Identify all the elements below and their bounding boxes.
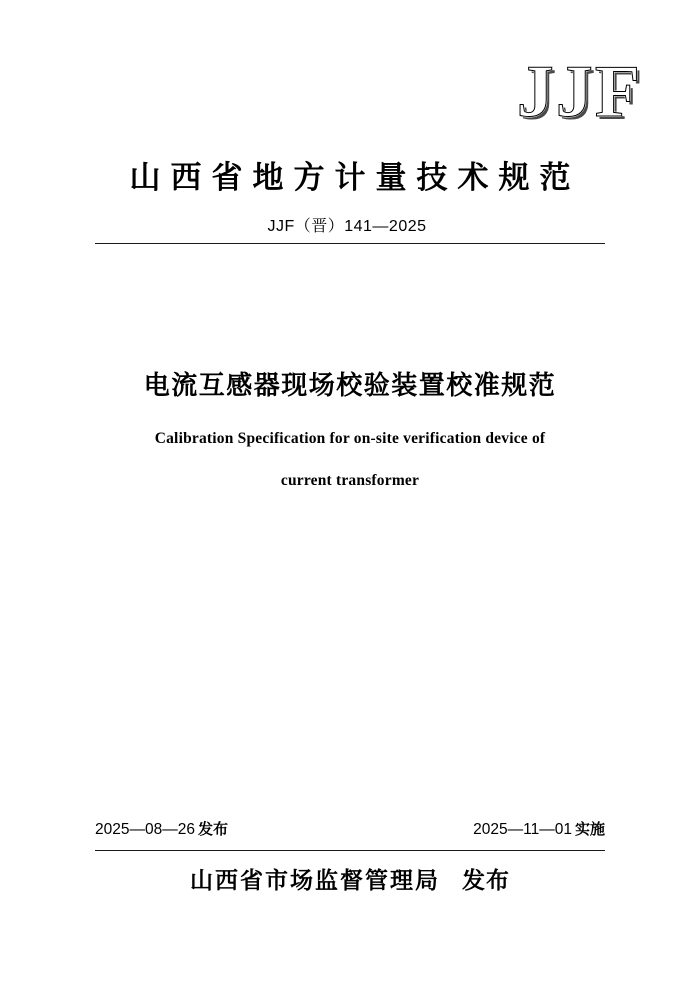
document-title-cn: 电流互感器现场校验装置校准规范: [143, 371, 557, 400]
issuer-name: 山西省市场监督管理局: [190, 868, 440, 893]
dates-row: [95, 818, 605, 839]
issuer-action: 发布: [462, 868, 510, 893]
effective-date: 2025—11—01: [473, 821, 572, 838]
divider-top: [95, 243, 605, 244]
issue-date: 2025—08—26: [95, 821, 195, 838]
issue-label: 发布: [197, 822, 228, 838]
effective-date-group: [473, 818, 605, 839]
divider-bottom: [95, 850, 605, 851]
issue-date-group: [95, 818, 228, 839]
effective-label: 实施: [574, 822, 605, 838]
issuer-line: [0, 862, 700, 895]
logo-row: [0, 51, 642, 133]
document-title-en: [0, 418, 700, 502]
document-title-en-line2: current transformer: [280, 472, 420, 489]
document-title-en-line1: Calibration Specification for on-site verification device of: [154, 430, 546, 447]
jjf-logo: JJF: [516, 51, 642, 133]
standard-number: JJF（晋）141—2025: [267, 218, 427, 235]
page-title: 山西省地方计量技术规范: [129, 160, 581, 195]
